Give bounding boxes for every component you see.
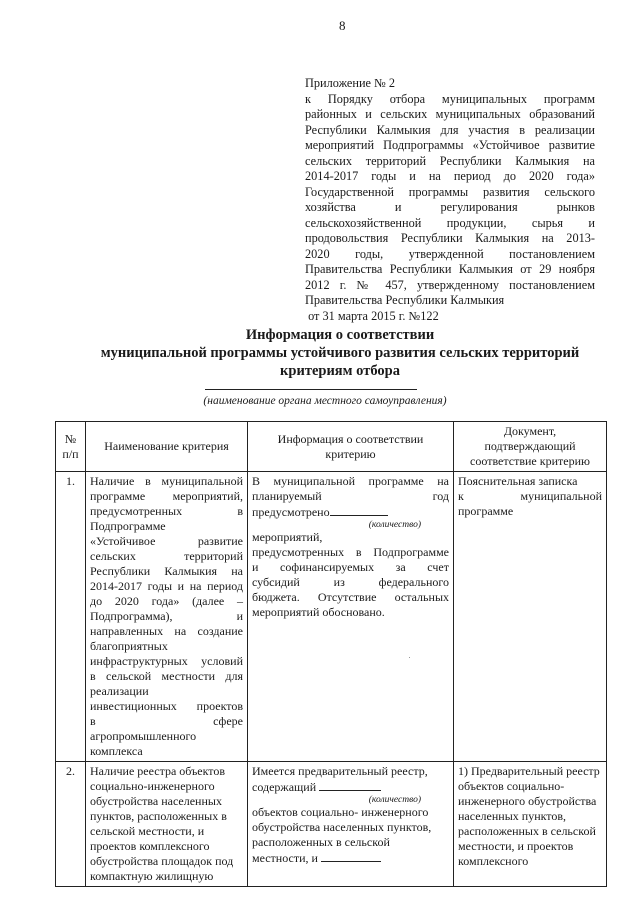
cell-text: содержащий <box>252 780 317 794</box>
header-criterion: Наименование критерия <box>86 422 248 472</box>
cell-line: Наличие в муниципальной <box>90 474 243 488</box>
header-doc: Документ, подтверждающий соответствие критерию <box>454 422 607 472</box>
cell-line: расположенных в <box>458 824 548 838</box>
cell-line: реестр объектов <box>458 764 600 793</box>
cell-line <box>252 504 449 520</box>
cell-line: планируемый год <box>252 489 449 503</box>
cell-line <box>252 851 381 865</box>
quantity-caption: (количество) <box>368 520 421 530</box>
cell-line: сельской местности, и <box>458 824 596 853</box>
org-name-blank-line <box>205 389 417 390</box>
cell-text: местности, и <box>252 851 318 865</box>
cell-line: обустройства населенных <box>90 794 222 808</box>
page-number: 8 <box>339 18 346 33</box>
cell-line: обустройства <box>528 794 597 808</box>
cell-line: «Устойчивое развитие <box>90 534 243 548</box>
cell-line: благоприятных <box>90 639 168 653</box>
cell-line: пунктов, расположенных в <box>90 809 227 823</box>
cell-line: объектов социально- <box>252 805 359 819</box>
cell-line: компактную жилищную <box>90 869 214 883</box>
table-row <box>56 762 607 887</box>
header-num: № п/п <box>56 422 86 472</box>
header-info: Информация о соответствии критерию <box>248 422 454 472</box>
appendix-line: сельскохозяйственной продукции, сырья и <box>305 215 595 230</box>
cell-line: сельских территорий <box>90 549 243 563</box>
document-cell <box>454 472 607 762</box>
appendix-line: мероприятий Подпрограммы «Устойчивое развитие <box>305 138 595 152</box>
criteria-table <box>55 421 607 887</box>
appendix-line: Республики Калмыкия для участия в реализации <box>305 122 595 137</box>
cell-line: обустройства площадок под <box>90 854 234 868</box>
cell-line: программе <box>458 504 514 518</box>
cell-line: мероприятий обосновано. <box>252 605 385 619</box>
cell-line: социально-инженерного <box>458 779 565 808</box>
table-row <box>56 472 607 762</box>
quantity-blank <box>319 779 381 791</box>
cell-line: проектов комплексного <box>458 839 574 868</box>
cell-line: инфраструктурных условий <box>90 654 243 668</box>
appendix-line: от 31 марта 2015 г. №122 <box>305 308 439 323</box>
cell-line: комплекса <box>90 744 143 758</box>
cell-line: инвестиционных проектов <box>90 699 243 713</box>
appendix-line: сельских территорий Республики Калмыкия на <box>305 153 595 168</box>
cell-line: предусмотренных в <box>90 504 243 518</box>
title-line: критериям отбора <box>280 363 400 379</box>
appendix-line: Приложение № 2 <box>305 76 396 90</box>
quantity-blank <box>330 504 388 516</box>
appendix-line: Государственной программы развития сельского <box>305 184 595 199</box>
cell-line: расположенных в сельской <box>252 835 390 849</box>
cell-line: Подпрограмме <box>90 519 166 533</box>
info-cell <box>248 472 454 762</box>
cell-line: В муниципальной программе на <box>252 474 449 488</box>
document-title <box>40 326 640 380</box>
org-name-caption: (наименование органа местного самоуправления) <box>203 395 447 407</box>
appendix-line: продовольствия Республики Калмыкия на 2013- <box>305 231 595 245</box>
criterion-cell <box>86 472 248 762</box>
appendix-header <box>305 76 595 324</box>
cell-line: реализации <box>90 684 149 698</box>
cell-line: населенных пунктов, <box>323 820 432 834</box>
cell-line: Подпрограмма), и <box>90 609 243 623</box>
cell-line: 1) Предварительный <box>458 764 564 778</box>
cell-line: населенных пунктов, <box>458 809 567 823</box>
quantity-caption: (количество) <box>368 795 421 805</box>
cell-line: программе мероприятий, <box>90 489 243 503</box>
cell-line: инженерного обустройства <box>252 805 429 834</box>
cell-line: бюджета. Отсутствие остальных <box>252 590 449 604</box>
info-cell <box>248 762 454 887</box>
appendix-line: Правительства Республики Калмыкия <box>305 293 505 307</box>
cell-line: субсидий из федерального <box>252 575 449 589</box>
cell-line: мероприятий, <box>252 530 323 544</box>
cell-line: и софинансируемых за счет <box>252 560 449 574</box>
appendix-line: к Порядку отбора муниципальных программ <box>305 91 595 106</box>
appendix-line: Правительства Республики Калмыкия от 29 ноября <box>305 262 595 276</box>
appendix-line: районных и сельских муниципальных образований <box>305 107 595 121</box>
cell-line: агропромышленного <box>90 729 197 743</box>
cell-line: проектов комплексного <box>90 839 210 853</box>
document-cell <box>454 762 607 887</box>
cell-line: к муниципальной <box>458 489 602 503</box>
table-header-row <box>56 422 607 472</box>
title-line: муниципальной программы устойчивого развития сельских территорий <box>100 345 580 361</box>
cell-line: Республики Калмыкия на <box>90 564 243 578</box>
appendix-line: 2012 г. № 457, утвержденному постановлением <box>305 277 595 292</box>
row-number: 1. <box>56 472 86 762</box>
row-number: 2. <box>56 762 86 887</box>
cell-line: в сельской местности для <box>90 669 243 683</box>
appendix-line: хозяйства и регулирования рынков <box>305 200 595 214</box>
cell-line: Имеется предварительный реестр, <box>252 764 428 778</box>
cell-line: сельской местности, и <box>90 824 205 838</box>
cell-text: предусмотрено <box>252 505 330 519</box>
cell-line: предусмотренных в Подпрограмме <box>252 545 449 559</box>
scan-speck <box>409 657 410 658</box>
title-line: Информация о соответствии <box>245 327 435 343</box>
cell-line: 2014-2017 годы и на период <box>90 579 243 593</box>
cell-line: Пояснительная записка <box>458 474 578 488</box>
cell-line: в сфере <box>90 714 243 728</box>
cell-line <box>252 780 381 794</box>
cell-line: социально-инженерного <box>90 779 215 793</box>
appendix-line: 2014-2017 годы и на период до 2020 года» <box>305 169 595 183</box>
cell-line: до 2020 года» (далее – <box>90 594 243 608</box>
appendix-line: 2020 годы, утвержденной постановлением <box>305 246 595 261</box>
criterion-cell <box>86 762 248 887</box>
extra-blank <box>321 850 381 862</box>
cell-line: направленных на создание <box>90 624 243 638</box>
cell-line: Наличие реестра объектов <box>90 764 226 778</box>
